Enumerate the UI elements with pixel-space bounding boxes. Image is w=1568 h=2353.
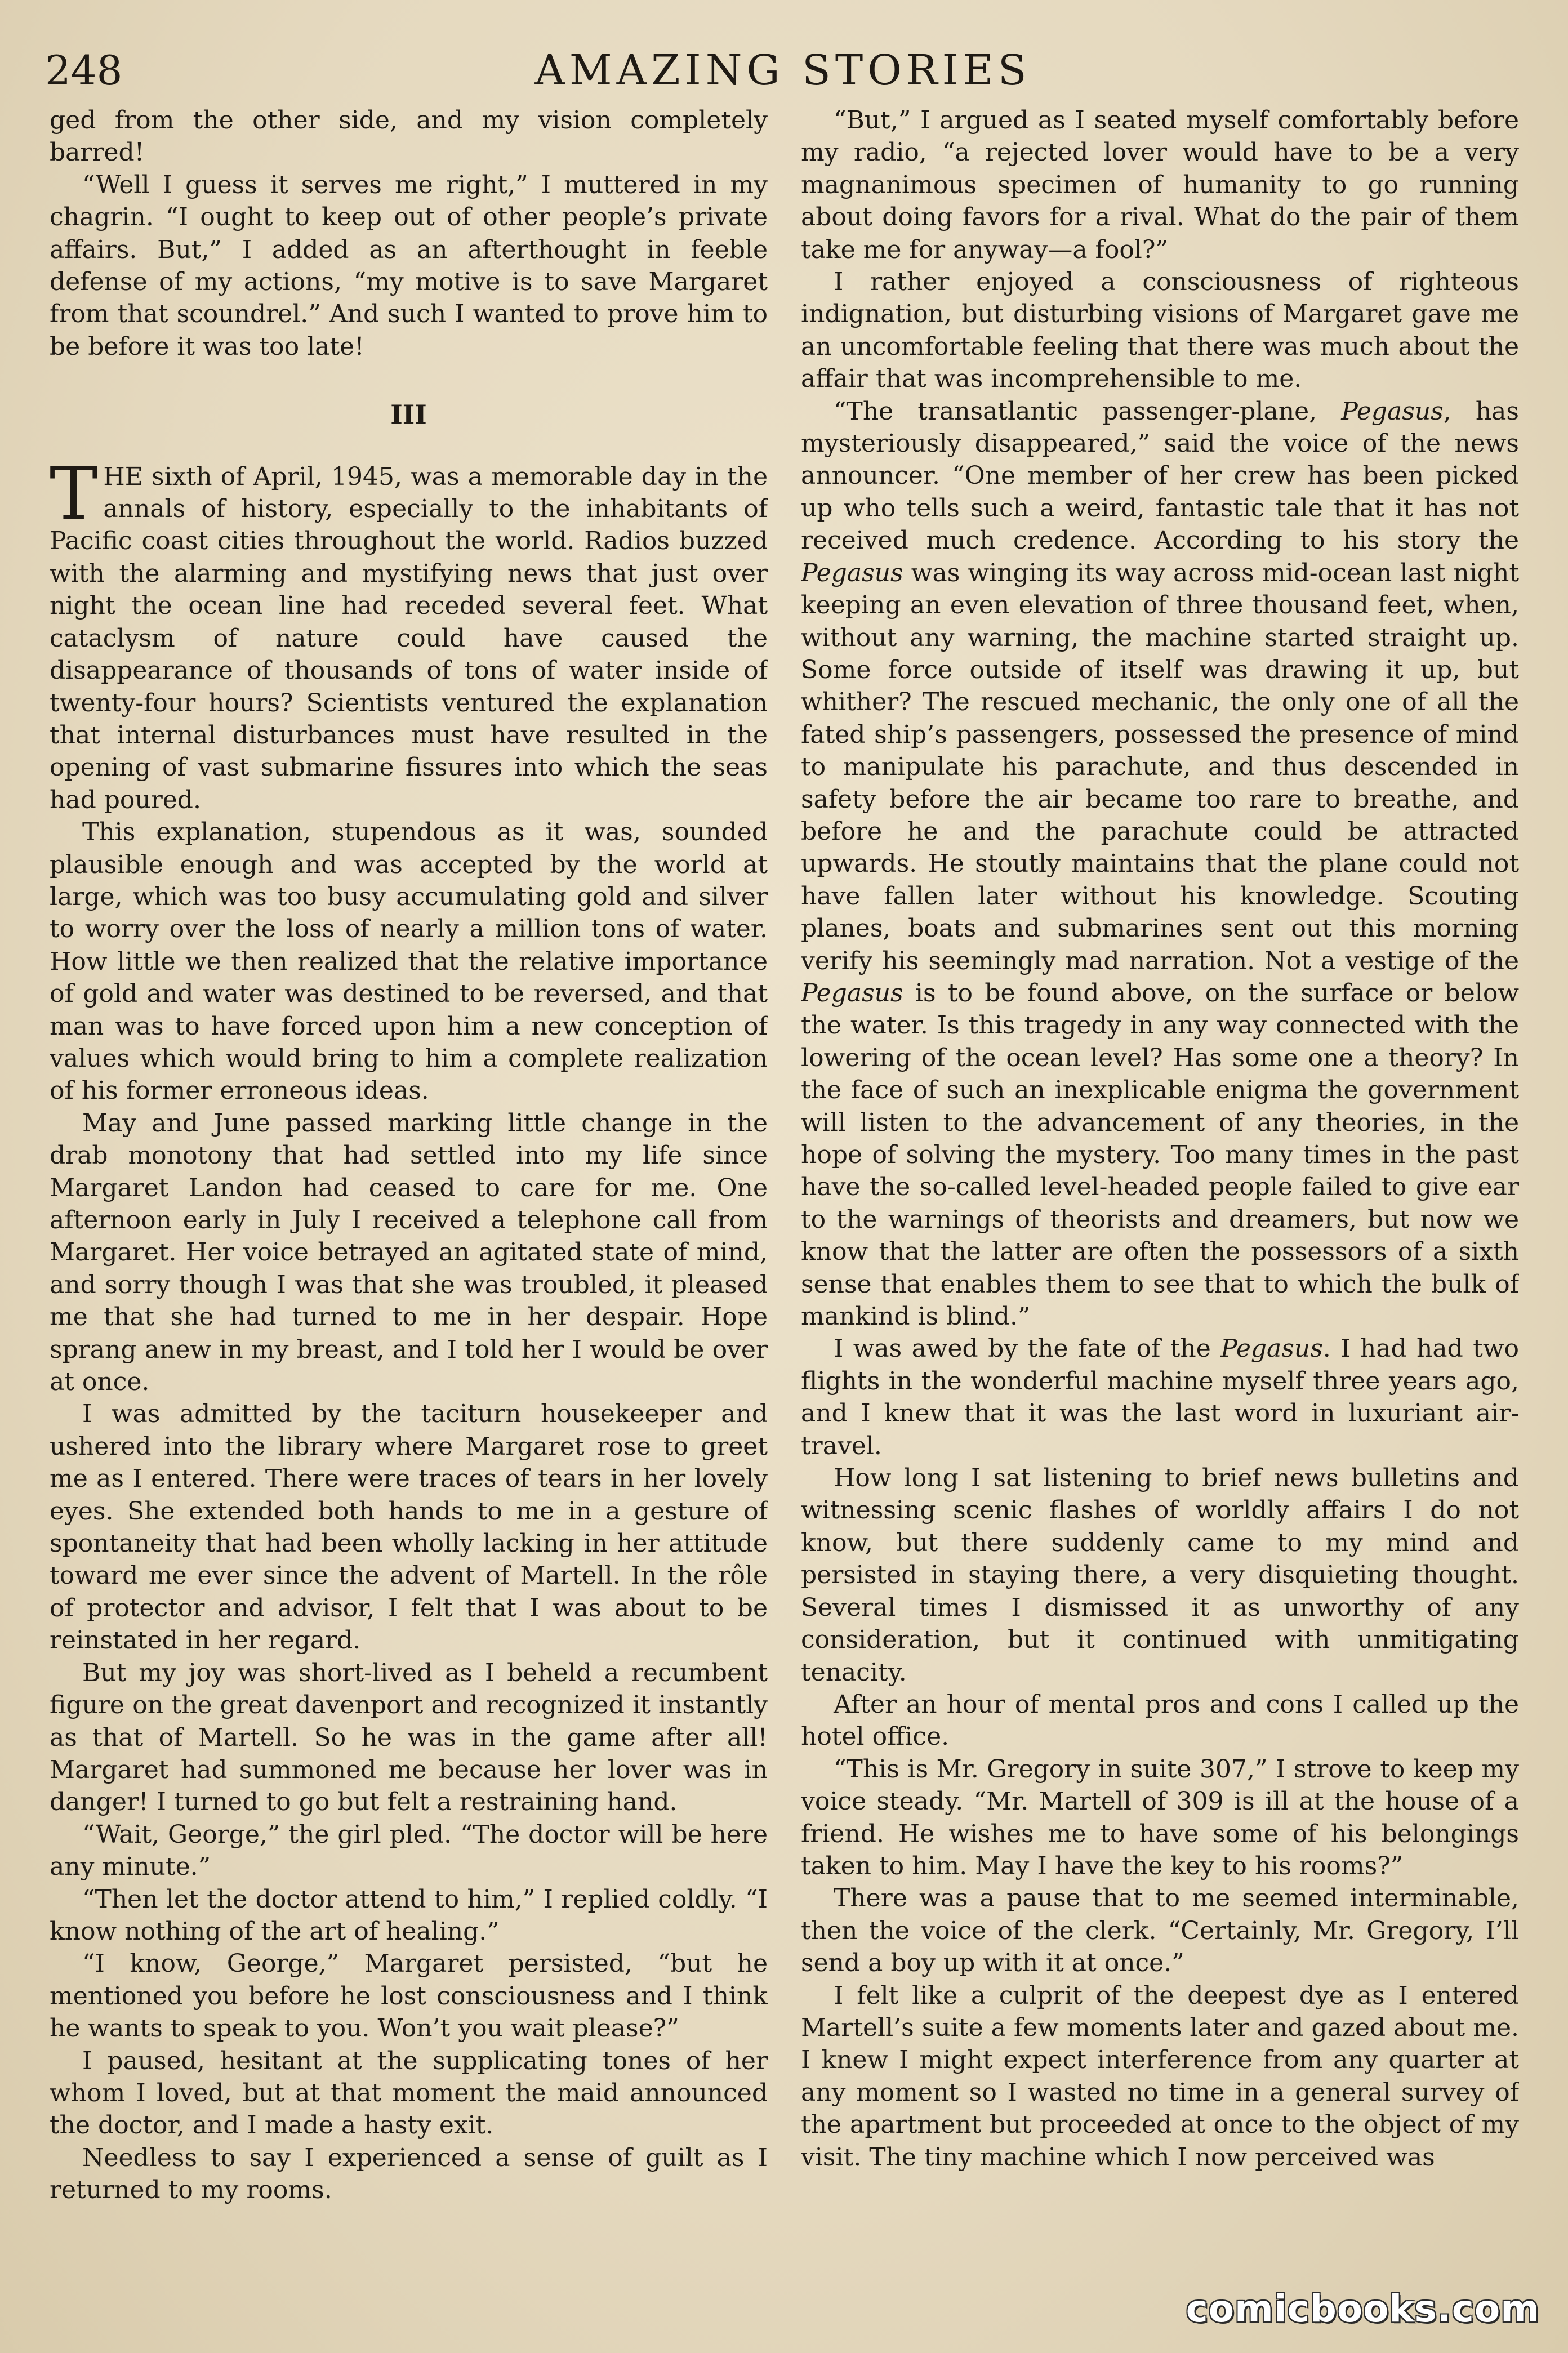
page-number: 248	[45, 47, 123, 94]
ship-name: Pegasus	[801, 978, 903, 1008]
section-heading: III	[390, 399, 427, 430]
text-run: I was awed by the fate of the	[834, 1334, 1221, 1363]
right-column	[801, 104, 1519, 2312]
ship-name: Pegasus	[1341, 396, 1444, 426]
paragraph: I was admitted by the taciturn housekeeper and ushered into the library where Margaret rose to greet me as I entered. There were traces of tears in her lovely eyes. She extended both hands to me in a gesture of spontaneity that had been wholly lacking in her attitude toward me ever since the advent of Martell. In the rôle of protector and advisor, I felt that I was about to be reinstated in her regard.	[50, 1400, 768, 1655]
paragraph-text: HE sixth of April, 1945, was a memorable day in the annals of history, especially to the inhabitants of Pacific coast cities throughout the world. Radios buzzed with the alarming and mystifying news that just over night the ocean line had receded several feet. What cataclysm of nature could have caused the disappearance of thousands of tons of water inside of twenty-four hours? Scientists ventured the explanation that internal disturbances must have resulted in the opening of vast submarine fissures into which the seas had poured.	[50, 462, 768, 814]
paragraph	[801, 1333, 1519, 1462]
paragraph: This explanation, stupendous as it was, sounded plausible enough and was accepted by the world at large, which was too busy accumulating gold and silver to worry over the loss of nearly a million tons of water. How little we then realized that the relative importance of gold and water was destined to be reversed, and that man was to have forced upon him a new conception of values which would bring to him a complete realization of his former erroneous ideas.	[50, 818, 768, 1106]
paragraph: I rather enjoyed a consciousness of righteous indignation, but disturbing visions of Margaret gave me an uncomfortable feeling that there was much about the affair that was incomprehensible to me.	[801, 268, 1519, 394]
paragraph: But my joy was short-lived as I beheld a recumbent figure on the great davenport and recognized it instantly as that of Martell. So he was in the game after all! Margaret had summoned me because her lover was in danger! I turned to go but felt a restraining hand.	[50, 1658, 768, 1817]
text-run: . I had had two flights in the wonderful machine myself three years ago, and I knew that it was the last word in luxuriant air-travel.	[801, 1334, 1519, 1460]
ship-name: Pegasus	[801, 558, 903, 587]
text-run: is to be found above, on the surface or below the water. Is this tragedy in any way connected with the lowering of the ocean level? Has some one a theory? In the face of such an inexplicable enigma the government will listen to the advancement of any theories, in the hope of solving the mystery. Too many times in the past have the so-called level-headed people failed to give ear to the warnings of theorists and dreamers, but now we know that the latter are often the possessors of a sixth sense that enables them to see that to which the bulk of mankind is blind.”	[801, 978, 1519, 1331]
paragraph: Needless to say I experienced a sense of guilt as I returned to my rooms.	[50, 2143, 768, 2205]
text-run: “The transatlantic passenger-plane,	[834, 396, 1342, 426]
paragraph: “This is Mr. Gregory in suite 307,” I strove to keep my voice steady. “Mr. Martell of 309 is ill at the house of a friend. He wishes me to have some of his belongings taken to him. May I have the key to his rooms?”	[801, 1754, 1519, 1880]
running-title: AMAZING STORIES	[534, 46, 1031, 95]
page-header	[45, 39, 1521, 101]
paragraph: How long I sat listening to brief news bulletins and witnessing scenic flashes of worldly affairs I do not know, but there suddenly came to my mind and persisted in staying there, a very disquieting thought. Several times I dismissed it as unworthy of any consideration, but it continued with unmitigating tenacity.	[801, 1464, 1519, 1687]
text-run: , has mysteriously disappeared,” said the voice of the news announcer. “One member of her crew has been picked up who tells such a weird, fantastic tale that it has not received much credence. According to his story the	[801, 396, 1519, 555]
paragraph: ged from the other side, and my vision completely barred!	[50, 106, 768, 167]
paragraph: “Then let the doctor attend to him,” I replied coldly. “I know nothing of the art of healing.”	[50, 1884, 768, 1946]
watermark: comicbooks.com	[1186, 2287, 1540, 2330]
paragraph	[801, 395, 1519, 1333]
paragraph: “I know, George,” Margaret persisted, “but he mentioned you before he lost consciousness and I think he wants to speak to you. Won’t you wait please?”	[50, 1949, 768, 2043]
ship-name: Pegasus	[1220, 1334, 1323, 1363]
paragraph: “Well I guess it serves me right,” I muttered in my chagrin. “I ought to keep out of other people’s private affairs. But,” I added as an afterthought in feeble defense of my actions, “my motive is to save Margaret from that scoundrel.” And such I wanted to prove him to be before it was too late!	[50, 170, 768, 361]
text-run: was winging its way across mid-ocean last night keeping an even elevation of three thousand feet, when, without any warning, the machine started straight up. Some force outside of itself was drawing it up, but whither? The rescued mechanic, the only one of all the fated ship’s passengers, possessed the presence of mind to manipulate his parachute, and thus descended in safety before the air became too rare to breathe, and before he and the parachute could be attracted upwards. He stoutly maintains that the plane could not have fallen later without his knowledge. Scouting planes, boats and submarines sent out this morning verify his seemingly mad narration. Not a vestige of the	[801, 558, 1519, 975]
paragraph: “Wait, George,” the girl pled. “The doctor will be here any minute.”	[50, 1820, 768, 1882]
paragraph: After an hour of mental pros and cons I called up the hotel office.	[801, 1690, 1519, 1752]
paragraph: I felt like a culprit of the deepest dye as I entered Martell’s suite a few moments later and gazed about me. I knew I might expect interference from any quarter at any moment so I wasted no time in a general survey of the apartment but proceeded at once to the object of my visit. The tiny machine which I now perceived was	[801, 1981, 1519, 2172]
paragraph: There was a pause that to me seemed interminable, then the voice of the clerk. “Certainly, Mr. Gregory, I’ll send a boy up with it at once.”	[801, 1884, 1519, 1978]
paragraph: “But,” I argued as I seated myself comfortably before my radio, “a rejected lover would have to be a very magnanimous specimen of humanity to go running about doing favors for a rival. What do the pair of them take me for anyway—a fool?”	[801, 106, 1519, 264]
paragraph: May and June passed marking little change in the drab monotony that had settled into my life since Margaret Landon had ceased to care for me. One afternoon early in July I received a telephone call from Margaret. Her voice betrayed an agitated state of mind, and sorry though I was that she was troubled, it pleased me that she had turned to me in her despair. Hope sprang anew in my breast, and I told her I would be over at once.	[50, 1108, 768, 1397]
left-column	[50, 104, 768, 2312]
paragraph-with-dropcap	[50, 452, 768, 816]
drop-cap: T	[50, 452, 98, 536]
paragraph: I paused, hesitant at the supplicating tones of her whom I loved, but at that moment the maid announced the doctor, and I made a hasty exit.	[50, 2046, 768, 2140]
